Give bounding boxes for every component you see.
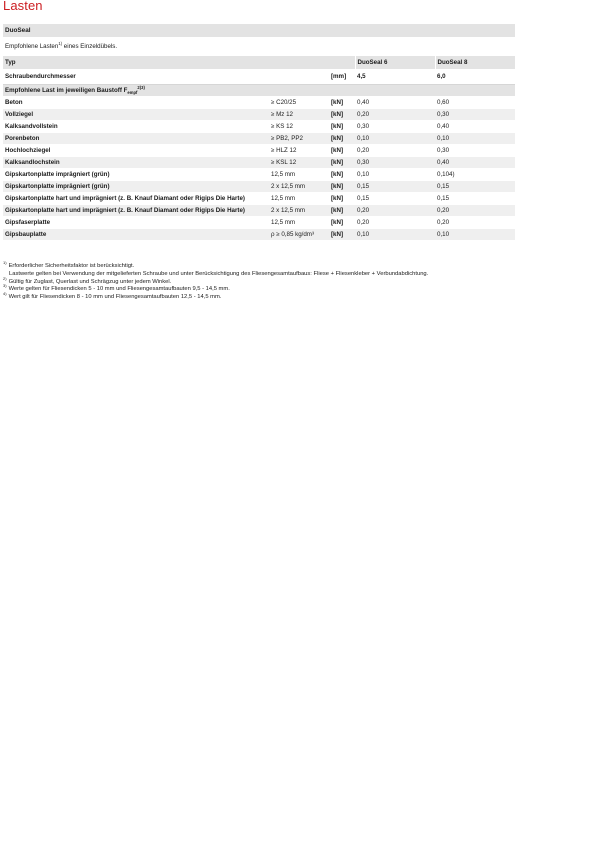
value-duoseal-6: 0,20 <box>355 145 435 157</box>
value-duoseal-8: 0,40 <box>435 121 515 133</box>
footnote <box>3 271 523 279</box>
class-cell: ρ ≥ 0,85 kg/dm³ <box>269 229 329 241</box>
class-cell: ≥ KSL 12 <box>269 157 329 169</box>
value-duoseal-8: 0,15 <box>435 193 515 205</box>
class-cell: ≥ HLZ 12 <box>269 145 329 157</box>
material-cell: Kalksandvollstein <box>3 121 269 133</box>
table-row <box>3 193 515 205</box>
table-row <box>3 133 515 145</box>
material-cell: Vollziegel <box>3 109 269 121</box>
section-header-row <box>3 85 515 97</box>
footnote-number: 4) <box>3 291 7 297</box>
intro-text: Empfohlene Lasten$^{1)}$ eines Einzeldübels. <box>5 40 118 50</box>
unit-cell: [kN] <box>329 121 355 133</box>
table-row <box>3 181 515 193</box>
footnote-text: Lastwerte gelten bei Verwendung der mitgelieferten Schraube und unter Berücksichtigung des Fliesengesamtaufbaus: Fliese + Fliesenkleber + Verbundabdichtung. <box>9 270 429 277</box>
footnote <box>3 291 523 302</box>
value-duoseal-8: 0,10 <box>435 133 515 145</box>
value-duoseal-6: 0,20 <box>355 217 435 229</box>
table-row <box>3 169 515 181</box>
table-row <box>3 157 515 169</box>
material-cell: Gipskartonplatte hart und imprägniert (z. B. Knauf Diamant oder Rigips Die Harte) <box>3 205 269 217</box>
table-row <box>3 229 515 241</box>
footnote-text: Wert gilt für Fliesendicken 8 - 10 mm und Fliesengesamtaufbauten 12,5 - 14,5 mm. <box>8 294 222 301</box>
class-cell: ≥ C20/25 <box>269 97 329 109</box>
table-row <box>3 121 515 133</box>
material-cell: Gipskartonplatte imprägniert (grün) <box>3 169 269 181</box>
class-cell: ≥ PB2, PP2 <box>269 133 329 145</box>
value-duoseal-8: 0,30 <box>435 145 515 157</box>
table-row <box>3 145 515 157</box>
material-cell: Gipsfaserplatte <box>3 217 269 229</box>
value-duoseal-6: 0,40 <box>355 97 435 109</box>
value-duoseal-6: 0,20 <box>355 205 435 217</box>
material-cell: Gipskartonplatte imprägniert (grün) <box>3 181 269 193</box>
footnote-text: Werte gelten für Fliesendicken 5 - 10 mm und Fliesengesamtaufbauten 9,5 - 14,5 mm. <box>8 286 230 293</box>
class-cell: 12,5 mm <box>269 193 329 205</box>
unit-cell: [kN] <box>329 145 355 157</box>
footnotes <box>3 260 523 302</box>
value-duoseal-8: 0,30 <box>435 109 515 121</box>
class-cell: ≥ Mz 12 <box>269 109 329 121</box>
footnote-number: 2) <box>3 275 7 281</box>
value-duoseal-6: 0,30 <box>355 121 435 133</box>
product-name-bar: DuoSeal <box>3 24 515 37</box>
footnote <box>3 260 523 271</box>
diameter-value-8: 6,0 <box>435 69 515 85</box>
value-duoseal-6: 0,30 <box>355 157 435 169</box>
load-table-section <box>3 24 515 240</box>
unit-cell: [kN] <box>329 133 355 145</box>
unit-cell: [kN] <box>329 217 355 229</box>
footnote-number: 3) <box>3 283 7 289</box>
value-duoseal-6: 0,10 <box>355 229 435 241</box>
unit-cell: [kN] <box>329 109 355 121</box>
material-cell: Gipskartonplatte hart und imprägniert (z. B. Knauf Diamant oder Rigips Die Harte) <box>3 193 269 205</box>
diameter-value-6: 4,5 <box>355 69 435 85</box>
diameter-row <box>3 69 515 85</box>
footnote-number: 1) <box>3 260 7 266</box>
value-duoseal-6: 0,10 <box>355 169 435 181</box>
class-cell: 12,5 mm <box>269 217 329 229</box>
table-row <box>3 109 515 121</box>
material-cell: Porenbeton <box>3 133 269 145</box>
table-header-row <box>3 56 515 70</box>
class-cell: 2 x 12,5 mm <box>269 205 329 217</box>
table-row <box>3 97 515 109</box>
class-cell: 12,5 mm <box>269 169 329 181</box>
value-duoseal-8: 0,40 <box>435 157 515 169</box>
material-cell: Hochlochziegel <box>3 145 269 157</box>
load-table <box>3 55 515 240</box>
value-duoseal-8: 0,15 <box>435 181 515 193</box>
table-row <box>3 217 515 229</box>
table-row <box>3 205 515 217</box>
value-duoseal-6: 0,15 <box>355 193 435 205</box>
unit-cell: [kN] <box>329 205 355 217</box>
unit-cell: [kN] <box>329 181 355 193</box>
header-duoseal-8: DuoSeal 8 <box>435 56 515 70</box>
diameter-unit: [mm] <box>329 69 355 85</box>
material-cell: Gipsbauplatte <box>3 229 269 241</box>
value-duoseal-8: 0,60 <box>435 97 515 109</box>
class-cell: 2 x 12,5 mm <box>269 181 329 193</box>
value-duoseal-8: 0,10 <box>435 229 515 241</box>
section-label: Empfohlene Last im jeweiligen Baustoff $F_{empf}^{2)3)}$ <box>3 85 515 97</box>
unit-cell: [kN] <box>329 229 355 241</box>
value-duoseal-8: 0,20 <box>435 217 515 229</box>
footnote-text: Erforderlicher Sicherheitsfaktor ist berücksichtigt. <box>8 263 135 269</box>
value-duoseal-6: 0,10 <box>355 133 435 145</box>
unit-cell: [kN] <box>329 157 355 169</box>
class-cell: ≥ KS 12 <box>269 121 329 133</box>
value-duoseal-8: 0,104) <box>435 169 515 181</box>
material-cell: Kalksandlochstein <box>3 157 269 169</box>
footnote-text: Gültig für Zuglast, Querlast und Schrägzug unter jedem Winkel. <box>8 278 172 285</box>
header-typ: Typ <box>3 56 355 70</box>
unit-cell: [kN] <box>329 97 355 109</box>
unit-cell: [kN] <box>329 193 355 205</box>
material-cell: Beton <box>3 97 269 109</box>
value-duoseal-8: 0,20 <box>435 205 515 217</box>
unit-cell: [kN] <box>329 169 355 181</box>
value-duoseal-6: 0,15 <box>355 181 435 193</box>
diameter-label: Schraubendurchmesser <box>3 69 329 85</box>
page-title: Lasten <box>3 0 43 13</box>
header-duoseal-6: DuoSeal 6 <box>355 56 435 70</box>
value-duoseal-6: 0,20 <box>355 109 435 121</box>
